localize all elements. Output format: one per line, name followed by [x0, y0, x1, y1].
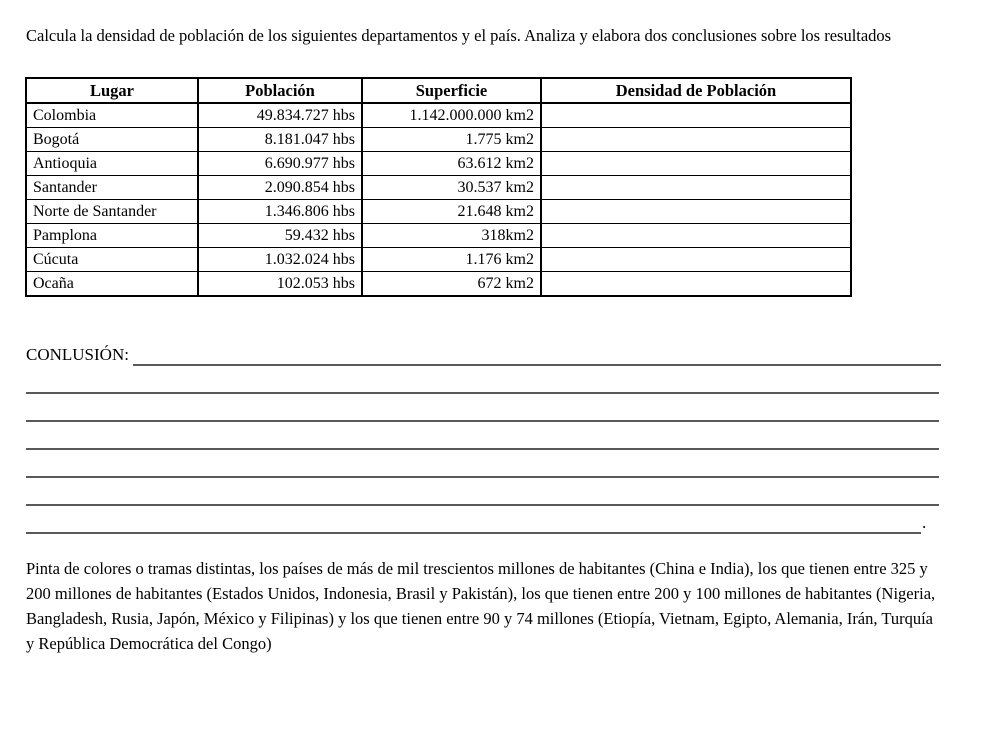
cell-densidad-input[interactable] — [541, 224, 851, 248]
cell-superficie: 672 km2 — [362, 272, 541, 297]
cell-poblacion: 1.346.806 hbs — [198, 200, 362, 224]
cell-densidad-input[interactable] — [541, 152, 851, 176]
cell-superficie: 1.775 km2 — [362, 128, 541, 152]
cell-superficie: 318km2 — [362, 224, 541, 248]
cell-densidad-input[interactable] — [541, 248, 851, 272]
conclusion-writing-line[interactable] — [26, 366, 939, 394]
population-density-table — [25, 77, 852, 297]
density-table-container — [25, 77, 850, 297]
cell-superficie: 1.176 km2 — [362, 248, 541, 272]
table-row — [26, 224, 851, 248]
cell-lugar: Antioquia — [26, 152, 198, 176]
conclusion-writing-line[interactable] — [133, 344, 941, 366]
cell-lugar: Bogotá — [26, 128, 198, 152]
conclusion-label: CONLUSIÓN: — [26, 345, 129, 364]
column-header-lugar: Lugar — [26, 78, 198, 103]
cell-lugar: Pamplona — [26, 224, 198, 248]
cell-poblacion: 59.432 hbs — [198, 224, 362, 248]
column-header-poblacion: Población — [198, 78, 362, 103]
cell-lugar: Norte de Santander — [26, 200, 198, 224]
cell-densidad-input[interactable] — [541, 272, 851, 297]
table-row — [26, 248, 851, 272]
cell-lugar: Colombia — [26, 103, 198, 128]
cell-poblacion: 49.834.727 hbs — [198, 103, 362, 128]
table-row — [26, 103, 851, 128]
cell-densidad-input[interactable] — [541, 200, 851, 224]
conclusion-writing-line[interactable] — [26, 450, 939, 478]
column-header-densidad: Densidad de Población — [541, 78, 851, 103]
cell-poblacion: 2.090.854 hbs — [198, 176, 362, 200]
cell-lugar: Ocaña — [26, 272, 198, 297]
table-body — [26, 103, 851, 296]
conclusion-last-line-row — [26, 506, 941, 534]
cell-densidad-input[interactable] — [541, 103, 851, 128]
cell-superficie: 63.612 km2 — [362, 152, 541, 176]
table-header — [26, 78, 851, 103]
conclusion-writing-line[interactable] — [26, 478, 939, 506]
cell-superficie: 30.537 km2 — [362, 176, 541, 200]
conclusion-label-row — [26, 338, 941, 366]
conclusion-writing-line[interactable] — [26, 422, 939, 450]
table-row — [26, 272, 851, 297]
intro-instruction-text: Calcula la densidad de población de los siguientes departamentos y el país. Analiza y elabora dos conclusiones sobre los resultados — [26, 25, 892, 45]
cell-superficie: 1.142.000.000 km2 — [362, 103, 541, 128]
conclusion-writing-line[interactable] — [26, 506, 921, 534]
conclusion-section — [26, 338, 941, 534]
table-row — [26, 152, 851, 176]
cell-poblacion: 8.181.047 hbs — [198, 128, 362, 152]
column-header-superficie: Superficie — [362, 78, 541, 103]
cell-lugar: Cúcuta — [26, 248, 198, 272]
table-row — [26, 128, 851, 152]
closing-instruction-text: Pinta de colores o tramas distintas, los países de más de mil trescientos millones de habitantes (China e India), los que tienen entre 325 y 200 millones de habitantes (Estados Unidos, Indonesia, Brasil y Pakistán), los que tienen entre 200 y 100 millones de habitantes (Nigeria, Bangladesh, Rusia, Japón, México y Filipinas) y los que tienen entre 90 y 74 millones (Etiopía, Vietnam, Egipto, Alemania, Irán, Turquía y República Democrática del Congo) — [26, 558, 936, 653]
table-row — [26, 176, 851, 200]
cell-lugar: Santander — [26, 176, 198, 200]
conclusion-trailing-period: . — [922, 513, 927, 532]
cell-poblacion: 6.690.977 hbs — [198, 152, 362, 176]
cell-poblacion: 102.053 hbs — [198, 272, 362, 297]
table-row — [26, 200, 851, 224]
conclusion-writing-line[interactable] — [26, 394, 939, 422]
cell-densidad-input[interactable] — [541, 176, 851, 200]
cell-densidad-input[interactable] — [541, 128, 851, 152]
cell-superficie: 21.648 km2 — [362, 200, 541, 224]
cell-poblacion: 1.032.024 hbs — [198, 248, 362, 272]
table-header-row — [26, 78, 851, 103]
